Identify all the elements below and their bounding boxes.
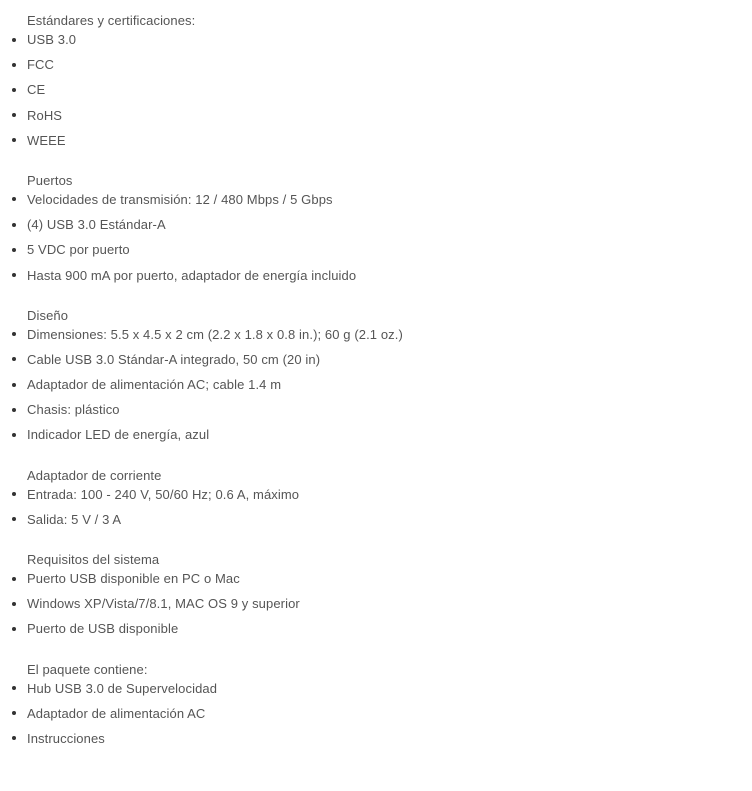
list-item (0, 190, 752, 215)
bullet-icon (12, 197, 16, 201)
section-title: El paquete contiene: (27, 661, 148, 677)
bullet-icon (12, 88, 16, 92)
section-system-requirements (0, 550, 752, 645)
list-item-text: Adaptador de alimentación AC; cable 1.4 m (27, 377, 282, 393)
list-item (0, 266, 752, 291)
list-item (0, 569, 752, 594)
list-item-text: Cable USB 3.0 Stándar-A integrado, 50 cm (20 in) (27, 351, 321, 367)
section-power-adapter (0, 466, 752, 535)
list-item (0, 510, 752, 535)
list-item (0, 485, 752, 510)
section-ports (0, 171, 752, 291)
list-item-text: Chasis: plástico (27, 402, 120, 418)
list-item-text: Indicador LED de energía, azul (27, 427, 210, 443)
bullet-icon (12, 138, 16, 142)
list-item-text: Windows XP/Vista/7/8.1, MAC OS 9 y superior (27, 596, 300, 612)
section-standards (0, 11, 752, 156)
bullet-icon (12, 627, 16, 631)
spec-list (0, 679, 752, 755)
section-title: Estándares y certificaciones: (27, 13, 196, 28)
list-item-text: Entrada: 100 - 240 V, 50/60 Hz; 0.6 A, máximo (27, 486, 300, 502)
list-item-text: Salida: 5 V / 3 A (27, 511, 122, 527)
section-title: Diseño (27, 307, 69, 323)
bullet-icon (12, 492, 16, 496)
list-item (0, 400, 752, 425)
bullet-icon (12, 711, 16, 715)
list-item-text: USB 3.0 (27, 32, 77, 47)
list-item (0, 215, 752, 240)
bullet-icon (12, 408, 16, 412)
list-item (0, 350, 752, 375)
list-item (0, 729, 752, 754)
list-item (0, 425, 752, 450)
list-item-text: WEEE (27, 132, 66, 148)
list-item (0, 106, 752, 131)
bullet-icon (12, 577, 16, 581)
list-item-text: Puerto de USB disponible (27, 621, 179, 637)
list-item (0, 375, 752, 400)
spec-list (0, 190, 752, 291)
list-item-text: Instrucciones (27, 730, 105, 746)
bullet-icon (12, 38, 16, 42)
list-item-text: Hasta 900 mA por puerto, adaptador de energía incluido (27, 267, 357, 283)
bullet-icon (12, 248, 16, 252)
bullet-icon (12, 63, 16, 67)
section-title: Adaptador de corriente (27, 467, 162, 483)
list-item-text: Dimensiones: 5.5 x 4.5 x 2 cm (2.2 x 1.8 x 0.8 in.); 60 g (2.1 oz.) (27, 326, 403, 342)
list-item (0, 131, 752, 156)
list-item (0, 679, 752, 704)
list-item (0, 325, 752, 350)
bullet-icon (12, 383, 16, 387)
spec-list (0, 569, 752, 645)
list-item-text: FCC (27, 57, 55, 73)
section-title: Requisitos del sistema (27, 552, 160, 567)
bullet-icon (12, 332, 16, 336)
list-item-text: Puerto USB disponible en PC o Mac (27, 571, 240, 586)
list-item (0, 55, 752, 80)
list-item (0, 30, 752, 55)
bullet-icon (12, 357, 16, 361)
list-item (0, 240, 752, 265)
list-item (0, 704, 752, 729)
bullet-icon (12, 433, 16, 437)
bullet-icon (12, 273, 16, 277)
list-item (0, 594, 752, 619)
section-design (0, 306, 752, 451)
list-item-text: Hub USB 3.0 de Supervelocidad (27, 680, 218, 696)
spec-list (0, 30, 752, 156)
bullet-icon (12, 736, 16, 740)
list-item (0, 80, 752, 105)
list-item-text: RoHS (27, 107, 63, 123)
list-item (0, 619, 752, 644)
list-item-text: (4) USB 3.0 Estándar-A (27, 217, 166, 233)
section-package-contents (0, 660, 752, 755)
spec-list (0, 325, 752, 451)
section-title: Puertos (27, 172, 73, 188)
bullet-icon (12, 113, 16, 117)
list-item-text: Adaptador de alimentación AC (27, 705, 206, 721)
bullet-icon (12, 517, 16, 521)
list-item-text: 5 VDC por puerto (27, 242, 130, 258)
bullet-icon (12, 223, 16, 227)
bullet-icon (12, 602, 16, 606)
spec-list (0, 485, 752, 535)
bullet-icon (12, 686, 16, 690)
list-item-text: Velocidades de transmisión: 12 / 480 Mbps / 5 Gbps (27, 191, 333, 207)
list-item-text: CE (27, 82, 46, 98)
